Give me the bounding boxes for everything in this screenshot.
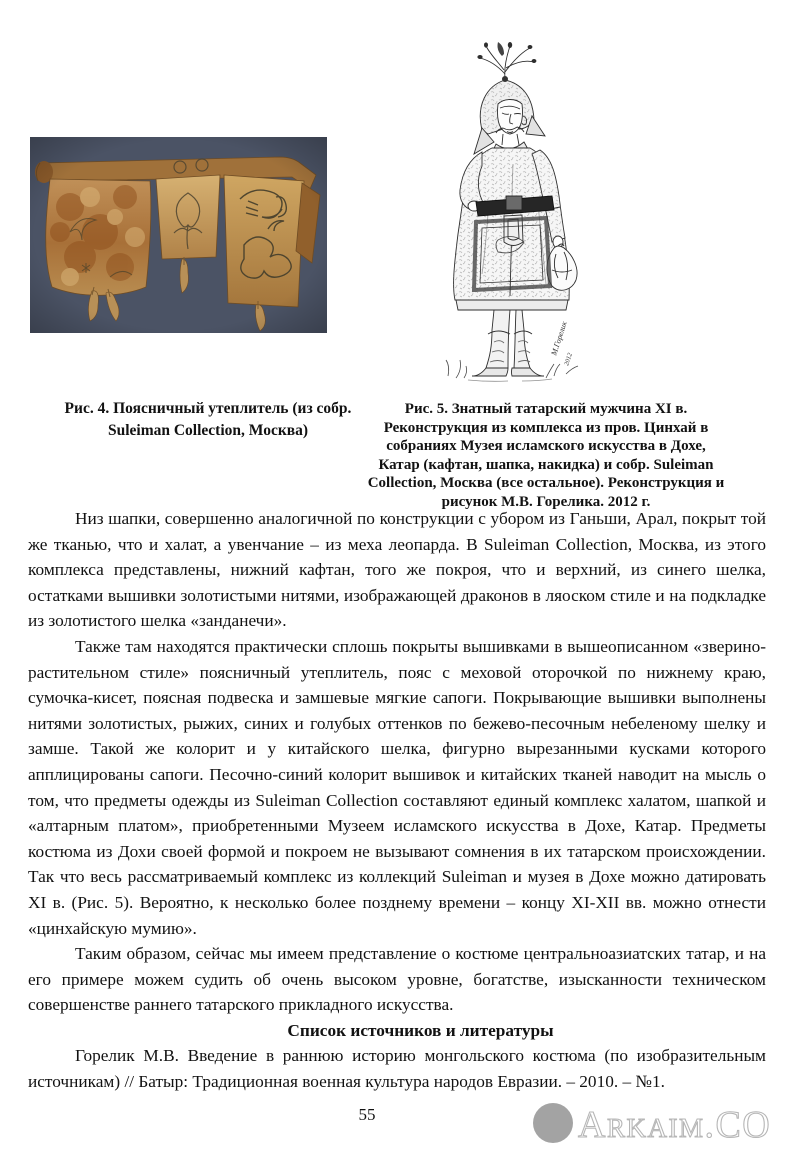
- figure-4-photo: [30, 137, 327, 333]
- artist-signature: М.Горелик: [549, 320, 569, 357]
- caption-line: Suleiman Collection, Москва): [107, 422, 309, 439]
- caption-line: собраниях Музея исламского искусства в Дохе,: [386, 438, 706, 455]
- figure-4-caption: [32, 398, 384, 442]
- caption-line: рисунок М.В. Горелика. 2012 г.: [441, 493, 651, 510]
- arkaim-watermark: [531, 1096, 794, 1150]
- page-number: 55: [358, 1105, 376, 1124]
- body-paragraph: Таким образом, сейчас мы имеем представление о костюме центральноазиатских татар, и на его примере можем судить об очень высоком уровне, богатстве, изысканности техническом совершенстве раннего татарского прикладного искусства.: [28, 944, 766, 1015]
- figure-5-drawing: [418, 34, 608, 388]
- bibliography-heading: Список источников и литературы: [287, 1020, 554, 1040]
- hat-plume: [477, 42, 536, 78]
- figure-5-caption: [334, 400, 758, 512]
- body-text: [28, 506, 766, 1095]
- body-paragraph: Низ шапки, совершенно аналогичной по конструкции с убором из Ганьши, Арал, покрыт той же тканью, что и халат, а увенчание – из меха леопарда. В Suleiman Collection, Москва, из этого комплекса представлены, нижний кафтан, того же покроя, что и верхний, из синего шелка, остатками вышивки золотистыми нитями, изображающей драконов в ляоском стиле и на подкладке из золотистого шелка «занданечи».: [28, 509, 766, 631]
- photo-vignette: [30, 137, 327, 333]
- watermark-text: Arkaim.CO: [578, 1104, 772, 1146]
- caption-line: Катар (кафтан, шапка, накидка) и собр. Suleiman: [378, 456, 714, 473]
- caption-line: Реконструкция из комплекса из пров. Цинхай в: [383, 419, 709, 436]
- boots: [472, 310, 544, 376]
- watermark-dot-icon: [533, 1103, 573, 1143]
- caption-line: Collection, Москва (все остальное). Реконструкция и: [367, 475, 725, 492]
- hem-border: [456, 300, 568, 310]
- body-paragraph: Также там находятся практически сплошь покрыты вышивками в вышеописанном «зверино-растительном стиле» поясничный утеплитель, пояс с меховой оторочкой по нижнему краю, сумочка-кисет, поясная подвеска и замшевые мягкие сапоги. Покрывающие вышивки выполнены нитями золотистых, рыжих, синих и голубых оттенков по бежево-песочным небеленому шелку и замше. Такой же колорит и у китайского шелка, фигурно вырезанными кусками которого апплицированы сапоги. Песочно-синий колорит вышивок и китайских тканей наводит на мысль о том, что предметы одежды из Suleiman Collection составляют единый комплекс халатом, шапкой и «алтарным платом», приобретенными Музеем исламского искусства в Дохе, Катар. Предметы костюма из Дохи своей формой и покроем не вызывают сомнения в их татарском происхождении. Так что весь рассматриваемый комплекс из коллекций Suleiman и музея в Дохе можно датировать XI в. (Рис. 5). Вероятно, к несколько более позднему времени – концу XI-XII вв. можно отнести «цинхайскую мумию».: [28, 636, 766, 938]
- caption-line: Рис. 5. Знатный татарский мужчина XI в.: [404, 401, 688, 417]
- bibliography-entry: Горелик М.В. Введение в раннюю историю монгольского костюма (по изобразительным источникам) // Батыр: Традиционная военная культура народов Евразии. – 2010. – №1.: [28, 1046, 766, 1092]
- caption-line: Рис. 4. Поясничный утеплитель (из собр.: [64, 400, 352, 417]
- artist-signature-year: 2012: [563, 352, 574, 367]
